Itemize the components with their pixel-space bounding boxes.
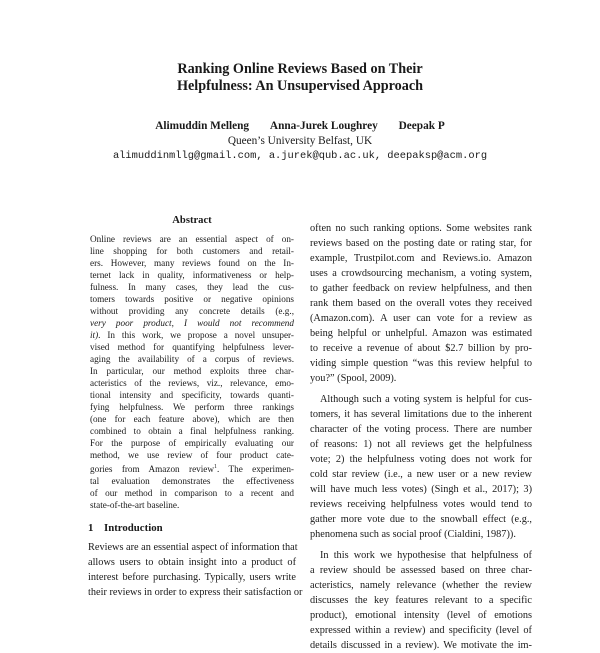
body-line: of reasons: 1) not all reviews get the helpfulness [310,439,532,450]
author-name: Alimuddin Melleng [155,120,250,132]
left-column [88,214,303,600]
abstract-line: fying helpfulness. We perform three rankings [90,402,294,412]
title-line: Ranking Online Reviews Based on Their [177,61,423,77]
body-line: being helpful or unhelpful. Amazon was estimated [310,328,532,339]
body-line: character of the voting process. There are number [310,424,532,435]
section-heading-introduction [88,521,296,535]
abstract-line: without providing any concrete details (e.g., [90,306,294,316]
body-line: tomers, it has several limitations due to the inherent [310,409,532,420]
footnote-marker[interactable]: 1 [214,464,218,470]
abstract-line: tomers towards positive or negative opinions [90,294,294,304]
body-line: product), emotional intensity (level of emotions [310,610,532,621]
abstract-line-text: gories from Amazon review [90,464,215,475]
body-line: reviews based on the posting date or rating star, for [310,238,532,249]
paragraph [310,221,532,386]
abstract-line: tal evaluation demonstrates the effectiveness [90,476,294,487]
body-line: details discussed in a review). We motivate the im- [310,640,532,651]
body-line: (Amazon.com). A user can vote for a review as [310,313,532,324]
abstract-line [90,317,294,329]
body-line: to gather feedback on review helpfulness, and then [310,283,532,294]
abstract-line-text: . The experimen- [217,464,294,475]
body-line: you?” (Spool, 2009). [310,373,397,384]
abstract-line: Online reviews are an essential aspect of on- [90,234,294,244]
right-column [310,221,532,653]
body-line: In this work we hypothesise that helpfulness of [320,550,532,561]
body-line: gather more vote due to the snowball effect (e.g., [310,514,532,525]
abstract-example-quote-end: it) [90,330,99,340]
body-line: example, Trustpilot.com and Reviews.io. Amazon [310,253,532,264]
body-line: discusses the key features relevant to a specific [310,595,532,606]
author-list [0,119,600,133]
author-emails: alimuddinmllg@gmail.com, a.jurek@qub.ac.uk, deepaksp@acm.org [112,150,488,162]
abstract-line: ternet lack in quality, informativeness or help- [90,270,294,280]
body-line: often no such ranking options. Some websites rank [310,223,532,234]
body-line: phenomena such as social proof (Cialdini, 1987)). [310,529,516,540]
paper-title [0,61,600,95]
body-line: expressed within a review) and specificity (level of [310,625,532,636]
intro-line: their reviews in order to express their satisfaction or [88,587,303,599]
intro-line: Reviews are an essential aspect of information that [88,542,298,554]
abstract-line: fulness. In many cases, they lead the cus- [90,282,294,292]
body-line: uses a crowdsourcing mechanism, a voting system, [310,268,532,279]
title-line: Helpfulness: An Unsupervised Approach [176,78,424,94]
body-line: to receive a revenue of about $2.7 billion by pro- [310,343,532,354]
abstract-line: ers. However, many reviews found on the In- [90,258,294,268]
abstract-heading: Abstract [172,215,212,226]
affiliation: Queen’s University Belfast, UK [227,135,373,147]
abstract-line: For the purpose of empirically evaluating our [90,438,294,448]
abstract-body [88,233,294,511]
abstract-line: vised method for quantifying helpfulness lever- [90,342,294,352]
intro-line: allows users to obtain insight into a product of [88,557,296,569]
abstract-line [90,329,294,341]
section-number: 1 [88,522,94,535]
body-line: will have much less votes) (Singh et al., 2017); 3) [310,484,532,495]
author-name: Anna-Jurek Loughrey [269,120,378,132]
abstract-line [90,461,294,475]
abstract-line: tional intensity and specificity, towards quanti- [90,390,294,400]
abstract-line: method, we use review of four product cate- [90,450,294,460]
body-line: Although such a voting system is helpful for cus- [320,394,532,405]
abstract-line: In particular, our method exploits three char- [90,366,294,376]
intro-line: interest before purchasing. Typically, users write [88,572,296,584]
abstract-line: combined to obtain a final helpfulness ranking. [90,426,294,436]
abstract-line: line shopping for both customers and retail- [90,246,294,256]
paragraph [310,392,532,542]
body-line: acteristics, namely relevance (whether the review [310,580,532,591]
body-line: reviews receiving helpfulness votes would tend to [310,499,532,510]
body-line: rank them based on the overall votes they received [310,298,532,309]
abstract-example-quote: very poor product, I would not recommend [90,318,294,328]
abstract-line: aging the availability of a corpus of reviews. [90,354,294,364]
abstract-line: of our method in comparison to a recent and [90,488,294,499]
abstract-line: (one for each feature above), which are then [90,414,294,424]
body-line: a review should be assessed based on three char- [310,565,532,576]
section-title: Introduction [104,522,163,535]
abstract-line: acteristics of the reviews, viz., relevance, emo- [90,378,294,388]
abstract-line-text: . In this work, we propose a novel unsuper- [98,330,294,340]
body-line: vote; 2) the helpfulness voting does not work for [310,454,532,465]
introduction-body [88,540,303,600]
body-line: viding simple question “was this review helpful to [310,358,532,369]
author-name: Deepak P [398,120,445,132]
body-line: cold star review (i.e., a new user or a new review [310,469,532,480]
abstract-line: state-of-the-art baseline. [90,500,180,511]
paragraph [310,548,532,653]
